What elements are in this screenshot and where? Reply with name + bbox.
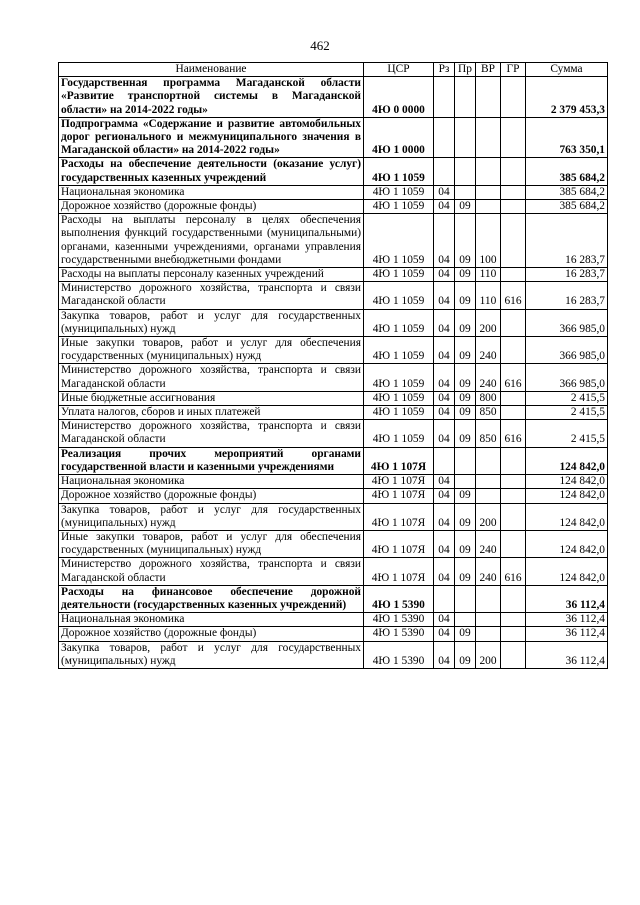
cell-name: Расходы на выплаты персоналу казенных учреждений [59,268,364,282]
cell-name: Реализация прочих мероприятий органами государственной власти и казенными учреждениями [59,447,364,474]
cell-gr: 616 [501,420,526,447]
cell-gr [501,77,526,118]
cell-gr [501,391,526,405]
cell-sum: 36 112,4 [526,627,608,641]
cell-pr: 09 [455,214,476,268]
cell-gr [501,627,526,641]
cell-pr: 09 [455,391,476,405]
cell-csr: 4Ю 1 1059 [364,337,434,364]
cell-sum: 763 350,1 [526,117,608,158]
cell-sum: 36 112,4 [526,613,608,627]
header-gr: ГР [501,63,526,77]
table-row [59,641,608,668]
cell-pr [455,475,476,489]
cell-sum: 124 842,0 [526,489,608,503]
table-row [59,200,608,214]
cell-csr: 4Ю 1 5390 [364,641,434,668]
cell-rz: 04 [434,627,455,641]
cell-sum: 366 985,0 [526,309,608,336]
cell-sum: 366 985,0 [526,364,608,391]
cell-name: Расходы на обеспечение деятельности (оказание услуг) государственных казенных учреждений [59,158,364,185]
cell-vr [476,475,501,489]
cell-gr [501,530,526,557]
cell-pr: 09 [455,420,476,447]
cell-pr: 09 [455,268,476,282]
cell-gr [501,117,526,158]
cell-sum: 124 842,0 [526,558,608,585]
cell-vr [476,77,501,118]
cell-name: Государственная программа Магаданской области «Развитие транспортной системы в Магаданской области» на 2014-2022 годы» [59,77,364,118]
cell-vr [476,613,501,627]
cell-vr: 240 [476,337,501,364]
cell-gr [501,613,526,627]
table-row [59,627,608,641]
cell-pr: 09 [455,530,476,557]
cell-csr: 4Ю 1 1059 [364,282,434,309]
cell-name: Национальная экономика [59,475,364,489]
cell-gr: 616 [501,364,526,391]
cell-pr: 09 [455,309,476,336]
cell-pr: 09 [455,558,476,585]
table-row [59,117,608,158]
cell-rz: 04 [434,391,455,405]
cell-rz: 04 [434,406,455,420]
cell-name: Расходы на финансовое обеспечение дорожной деятельности (государственных казенных учреждений) [59,585,364,612]
table-row [59,475,608,489]
cell-csr: 4Ю 1 1059 [364,364,434,391]
cell-gr [501,406,526,420]
cell-sum: 124 842,0 [526,475,608,489]
table-row [59,364,608,391]
cell-gr [501,447,526,474]
cell-pr: 09 [455,200,476,214]
cell-name: Дорожное хозяйство (дорожные фонды) [59,489,364,503]
cell-gr [501,503,526,530]
cell-csr: 4Ю 1 1059 [364,214,434,268]
cell-name: Закупка товаров, работ и услуг для государственных (муниципальных) нужд [59,503,364,530]
cell-name: Закупка товаров, работ и услуг для государственных (муниципальных) нужд [59,641,364,668]
cell-vr [476,447,501,474]
table-row [59,391,608,405]
cell-name: Министерство дорожного хозяйства, транспорта и связи Магаданской области [59,282,364,309]
table-header-row [59,63,608,77]
cell-vr [476,585,501,612]
cell-csr: 4Ю 1 107Я [364,475,434,489]
cell-sum: 366 985,0 [526,337,608,364]
cell-rz: 04 [434,200,455,214]
table-row [59,214,608,268]
cell-vr [476,627,501,641]
cell-vr: 240 [476,364,501,391]
cell-rz: 04 [434,214,455,268]
cell-vr: 240 [476,530,501,557]
cell-csr: 4Ю 0 0000 [364,77,434,118]
cell-name: Министерство дорожного хозяйства, транспорта и связи Магаданской области [59,364,364,391]
cell-rz: 04 [434,282,455,309]
cell-csr: 4Ю 1 1059 [364,185,434,199]
table-row [59,158,608,185]
cell-sum: 385 684,2 [526,158,608,185]
cell-name: Уплата налогов, сборов и иных платежей [59,406,364,420]
cell-sum: 385 684,2 [526,200,608,214]
cell-rz [434,77,455,118]
table-row [59,406,608,420]
cell-pr: 09 [455,406,476,420]
cell-csr: 4Ю 1 107Я [364,489,434,503]
cell-rz: 04 [434,475,455,489]
cell-vr [476,185,501,199]
cell-rz [434,158,455,185]
cell-pr: 09 [455,364,476,391]
cell-csr: 4Ю 1 1059 [364,391,434,405]
cell-pr [455,447,476,474]
cell-name: Дорожное хозяйство (дорожные фонды) [59,200,364,214]
cell-pr [455,158,476,185]
cell-pr [455,585,476,612]
cell-rz: 04 [434,558,455,585]
cell-gr [501,268,526,282]
cell-sum: 2 415,5 [526,391,608,405]
cell-sum: 16 283,7 [526,282,608,309]
table-row [59,185,608,199]
cell-pr [455,77,476,118]
table-body [59,77,608,669]
cell-csr: 4Ю 1 1059 [364,268,434,282]
cell-csr: 4Ю 1 1059 [364,158,434,185]
cell-sum: 36 112,4 [526,585,608,612]
cell-pr: 09 [455,337,476,364]
cell-name: Министерство дорожного хозяйства, транспорта и связи Магаданской области [59,420,364,447]
cell-vr: 240 [476,558,501,585]
table-row [59,530,608,557]
table-row [59,503,608,530]
cell-vr: 200 [476,641,501,668]
table-row [59,420,608,447]
header-name: Наименование [59,63,364,77]
cell-rz: 04 [434,613,455,627]
cell-name: Национальная экономика [59,185,364,199]
header-vr: ВР [476,63,501,77]
cell-pr [455,613,476,627]
cell-name: Иные бюджетные ассигнования [59,391,364,405]
cell-vr: 800 [476,391,501,405]
cell-gr: 616 [501,282,526,309]
header-sum: Сумма [526,63,608,77]
cell-name: Закупка товаров, работ и услуг для государственных (муниципальных) нужд [59,309,364,336]
cell-csr: 4Ю 1 5390 [364,613,434,627]
cell-rz: 04 [434,420,455,447]
cell-pr: 09 [455,641,476,668]
cell-vr [476,158,501,185]
cell-sum: 124 842,0 [526,503,608,530]
cell-csr: 4Ю 1 1059 [364,420,434,447]
cell-rz [434,117,455,158]
cell-gr [501,585,526,612]
table-row [59,309,608,336]
cell-rz: 04 [434,489,455,503]
cell-vr: 200 [476,503,501,530]
cell-rz [434,585,455,612]
cell-rz: 04 [434,503,455,530]
table-row [59,268,608,282]
cell-gr [501,185,526,199]
cell-csr: 4Ю 1 1059 [364,309,434,336]
cell-rz: 04 [434,364,455,391]
cell-rz: 04 [434,337,455,364]
table-row [59,337,608,364]
cell-csr: 4Ю 1 107Я [364,558,434,585]
table-row [59,77,608,118]
cell-pr: 09 [455,489,476,503]
cell-csr: 4Ю 1 1059 [364,406,434,420]
cell-vr: 110 [476,268,501,282]
page-number: 462 [310,38,330,53]
cell-sum: 36 112,4 [526,641,608,668]
cell-sum: 124 842,0 [526,447,608,474]
cell-pr: 09 [455,282,476,309]
cell-name: Министерство дорожного хозяйства, транспорта и связи Магаданской области [59,558,364,585]
cell-sum: 2 415,5 [526,420,608,447]
cell-vr: 200 [476,309,501,336]
cell-csr: 4Ю 1 107Я [364,447,434,474]
cell-name: Национальная экономика [59,613,364,627]
cell-rz: 04 [434,309,455,336]
cell-name: Расходы на выплаты персоналу в целях обеспечения выполнения функций государственными (муниципальными) органами, казенными учреждениями, органами управления государственными внебюджетными фондами [59,214,364,268]
cell-vr: 110 [476,282,501,309]
table-row [59,613,608,627]
cell-pr: 09 [455,503,476,530]
header-pr: Пр [455,63,476,77]
cell-sum: 124 842,0 [526,530,608,557]
cell-csr: 4Ю 1 0000 [364,117,434,158]
table-row [59,558,608,585]
header-rz: Рз [434,63,455,77]
cell-gr [501,337,526,364]
budget-table [58,62,608,669]
cell-name: Подпрограмма «Содержание и развитие автомобильных дорог регионального и межмуниципального значения в Магаданской области» на 2014-2022 годы» [59,117,364,158]
table-row [59,282,608,309]
cell-csr: 4Ю 1 5390 [364,585,434,612]
cell-rz: 04 [434,185,455,199]
cell-pr [455,117,476,158]
cell-sum: 2 379 453,3 [526,77,608,118]
cell-vr: 850 [476,406,501,420]
cell-vr: 100 [476,214,501,268]
cell-sum: 385 684,2 [526,185,608,199]
table-row [59,489,608,503]
cell-name: Дорожное хозяйство (дорожные фонды) [59,627,364,641]
cell-rz: 04 [434,641,455,668]
cell-vr [476,489,501,503]
cell-vr: 850 [476,420,501,447]
cell-rz [434,447,455,474]
cell-gr [501,309,526,336]
cell-csr: 4Ю 1 5390 [364,627,434,641]
cell-sum: 16 283,7 [526,214,608,268]
cell-rz: 04 [434,268,455,282]
cell-rz: 04 [434,530,455,557]
cell-pr [455,185,476,199]
cell-sum: 2 415,5 [526,406,608,420]
cell-gr [501,214,526,268]
cell-pr: 09 [455,627,476,641]
cell-gr: 616 [501,558,526,585]
table-row [59,585,608,612]
cell-csr: 4Ю 1 1059 [364,200,434,214]
cell-vr [476,117,501,158]
cell-gr [501,489,526,503]
cell-sum: 16 283,7 [526,268,608,282]
cell-name: Иные закупки товаров, работ и услуг для обеспечения государственных (муниципальных) нужд [59,530,364,557]
cell-gr [501,641,526,668]
cell-name: Иные закупки товаров, работ и услуг для обеспечения государственных (муниципальных) нужд [59,337,364,364]
cell-csr: 4Ю 1 107Я [364,503,434,530]
header-csr: ЦСР [364,63,434,77]
table-row [59,447,608,474]
cell-gr [501,200,526,214]
cell-csr: 4Ю 1 107Я [364,530,434,557]
cell-gr [501,158,526,185]
cell-vr [476,200,501,214]
cell-gr [501,475,526,489]
